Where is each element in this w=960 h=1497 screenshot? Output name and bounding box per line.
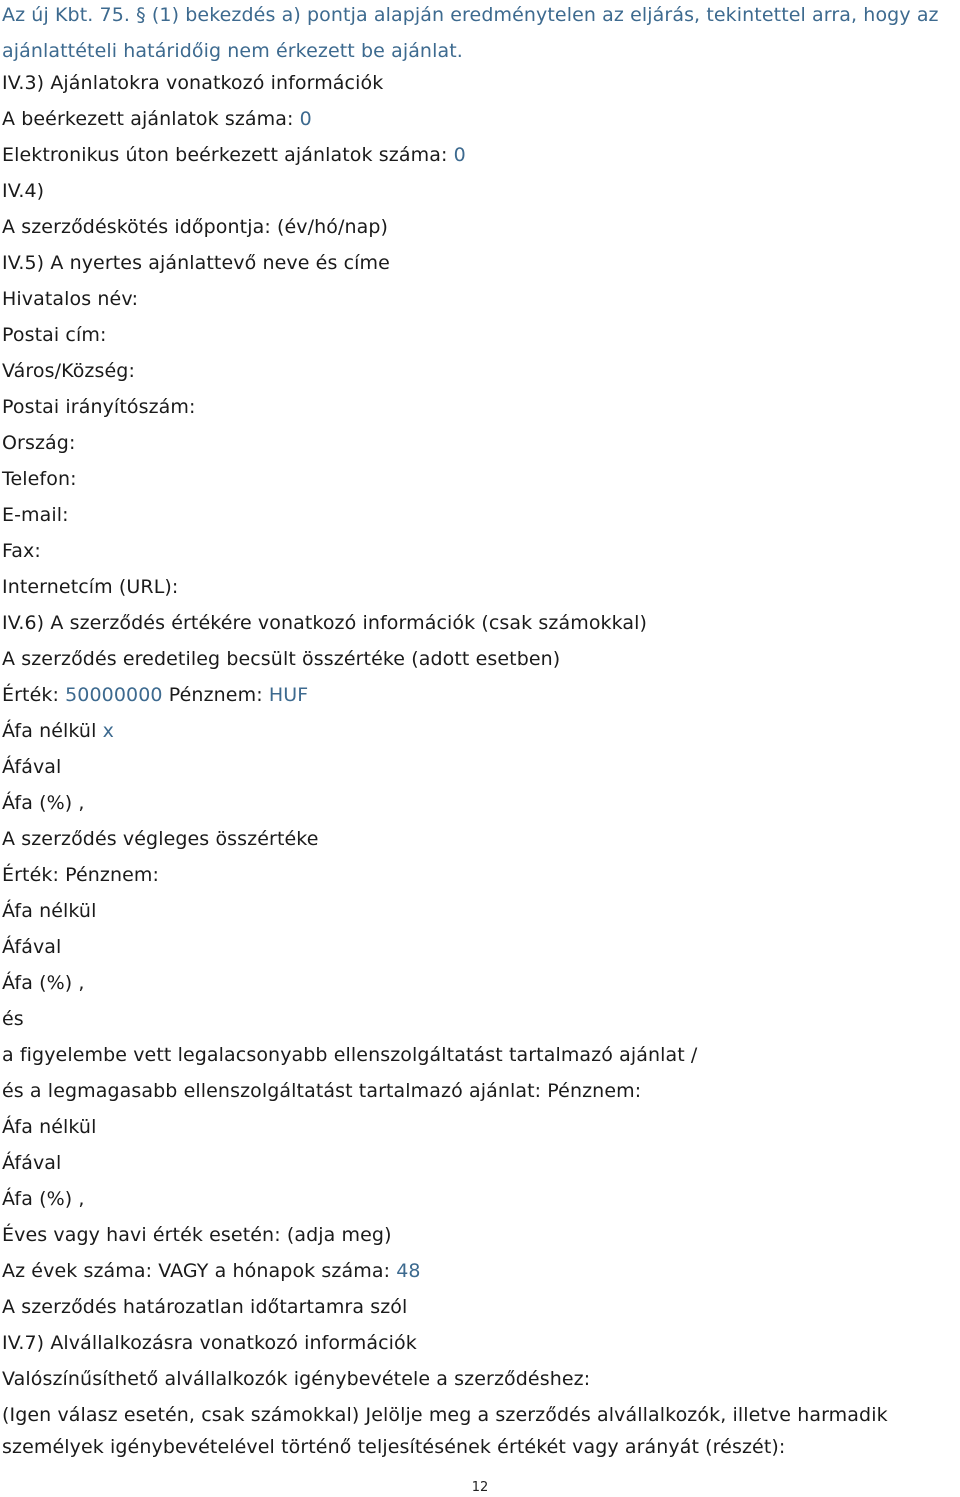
page-number: 12 (471, 1480, 489, 1495)
electronic-offers-count (2, 142, 466, 168)
postal-code-field: Postai irányítószám: (2, 396, 196, 418)
years-months-label: Az évek száma: VAGY a hónapok száma: (2, 1260, 397, 1282)
email-field: E-mail: (2, 504, 69, 526)
section-iv3-heading: IV.3) Ajánlatokra vonatkozó információk (2, 72, 384, 94)
indefinite-term-line: A szerződés határozatlan időtartamra szól (2, 1296, 408, 1318)
contract-date: A szerződéskötés időpontja: (év/hó/nap) (2, 216, 389, 238)
final-vat-percent-line: Áfa (%) , (2, 972, 85, 994)
section-iv6-heading: IV.6) A szerződés értékére vonatkozó információk (csak számokkal) (2, 612, 648, 634)
final-value-line: Érték: Pénznem: (2, 864, 160, 886)
received-offers-count (2, 106, 312, 132)
phone-field: Telefon: (2, 468, 77, 490)
offer-with-vat-line: Áfával (2, 1152, 62, 1174)
years-months-line (2, 1258, 421, 1284)
fax-field: Fax: (2, 540, 41, 562)
value-label: Érték: (2, 684, 66, 706)
estimated-value-line (2, 682, 308, 708)
annual-monthly-line: Éves vagy havi érték esetén: (adja meg) (2, 1224, 392, 1246)
value-amount: 50000000 (65, 684, 163, 706)
city-field: Város/Község: (2, 360, 135, 382)
final-value-title: A szerződés végleges összértéke (2, 828, 319, 850)
subcontract-note-line-2: személyek igénybevételével történő teljesítésének értékét vagy arányát (részét): (2, 1436, 786, 1458)
likely-subcontractors-line: Valószínűsíthető alvállalkozók igénybevétele a szerződéshez: (2, 1368, 591, 1390)
currency-value: HUF (268, 684, 309, 706)
currency-label: Pénznem: (162, 684, 269, 706)
vat-percent-line: Áfa (%) , (2, 792, 85, 814)
no-vat-label: Áfa nélkül (2, 720, 103, 742)
country-field: Ország: (2, 432, 76, 454)
months-value: 48 (396, 1260, 421, 1282)
and-line: és (2, 1008, 24, 1030)
url-field: Internetcím (URL): (2, 576, 179, 598)
highest-offer-line: és a legmagasabb ellenszolgáltatást tartalmazó ajánlat: Pénznem: (2, 1080, 642, 1102)
offer-no-vat-line: Áfa nélkül (2, 1116, 97, 1138)
estimated-value-title: A szerződés eredetileg becsült összértéke (adott esetben) (2, 648, 561, 670)
intro-line-2: ajánlattételi határidőig nem érkezett be ajánlat. (2, 40, 463, 62)
offer-vat-percent-line: Áfa (%) , (2, 1188, 85, 1210)
no-vat-mark: x (102, 720, 114, 742)
electronic-offers-value: 0 (453, 144, 466, 166)
section-iv5-heading: IV.5) A nyertes ajánlattevő neve és címe (2, 252, 390, 274)
postal-address-field: Postai cím: (2, 324, 107, 346)
with-vat-line: Áfával (2, 756, 62, 778)
section-iv7-heading: IV.7) Alvállalkozásra vonatkozó információk (2, 1332, 417, 1354)
section-iv4-heading: IV.4) (2, 180, 45, 202)
received-offers-value: 0 (299, 108, 312, 130)
lowest-offer-line: a figyelembe vett legalacsonyabb ellenszolgáltatást tartalmazó ajánlat / (2, 1044, 698, 1066)
intro-line-1: Az új Kbt. 75. § (1) bekezdés a) pontja alapján eredménytelen az eljárás, tekintettel arra, hogy az (2, 4, 939, 26)
no-vat-line (2, 718, 114, 744)
official-name-field: Hivatalos név: (2, 288, 139, 310)
received-offers-label: A beérkezett ajánlatok száma: (2, 108, 300, 130)
final-no-vat-line: Áfa nélkül (2, 900, 97, 922)
electronic-offers-label: Elektronikus úton beérkezett ajánlatok száma: (2, 144, 454, 166)
subcontract-note-line-1: (Igen válasz esetén, csak számokkal) Jelölje meg a szerződés alvállalkozók, illetve harmadik (2, 1404, 888, 1426)
final-with-vat-line: Áfával (2, 936, 62, 958)
